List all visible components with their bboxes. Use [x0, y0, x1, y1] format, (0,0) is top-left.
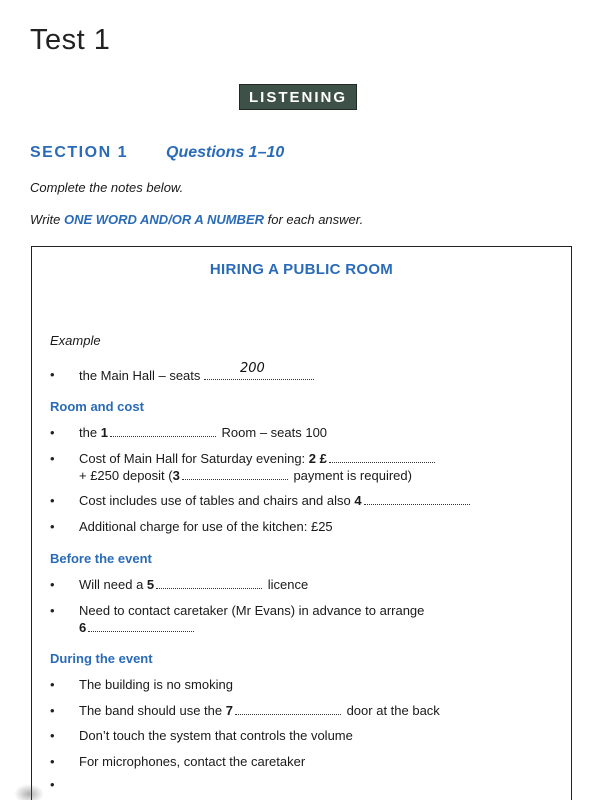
answer-blank-6[interactable] [88, 620, 194, 632]
listening-badge-label: LISTENING [248, 88, 347, 106]
microphones-line: For microphones, contact the caretaker [79, 754, 306, 769]
bullet: • [50, 367, 55, 382]
questions-range: Questions 1–10 [166, 144, 285, 161]
question-5-line [79, 577, 308, 593]
q7-suffix: door at the back [342, 703, 440, 718]
no-smoking-line: The building is no smoking [79, 677, 233, 692]
bullet: • [50, 425, 55, 440]
answer-blank-7[interactable] [235, 703, 341, 715]
notes-box [31, 246, 572, 800]
heading-room-and-cost: Room and cost [50, 399, 144, 414]
question-number-5: 5 [146, 577, 155, 592]
kitchen-charge-line: Additional charge for use of the kitchen: £25 [79, 519, 333, 534]
bullet: • [50, 703, 55, 718]
question-1-line [79, 425, 327, 441]
question-number-1: 1 [100, 425, 108, 440]
question-number-7: 7 [225, 703, 233, 718]
q1-suffix: Room – seats 100 [217, 425, 328, 440]
question-4-line [79, 493, 472, 509]
bullet: • [50, 493, 55, 508]
page-corner-shadow [14, 784, 44, 800]
question-7-line [79, 703, 440, 719]
instruction-prefix: Write [30, 212, 64, 227]
q2-prefix: Cost of Main Hall for Saturday evening: [79, 451, 309, 466]
notes-title: HIRING A PUBLIC ROOM [209, 261, 394, 278]
question-6-line [79, 620, 196, 636]
bullet: • [50, 603, 55, 618]
bullet: • [50, 728, 55, 743]
q3-suffix: payment is required) [289, 468, 412, 483]
bullet: • [50, 677, 55, 692]
question-number-2: 2 [308, 451, 317, 466]
q3-prefix: + £250 deposit ( [79, 468, 173, 483]
example-line [79, 361, 314, 384]
example-answer: 200 [240, 361, 265, 376]
instruction-word-limit [30, 212, 363, 227]
bullet: • [50, 519, 55, 534]
question-number-6: 6 [79, 620, 87, 635]
answer-blank-1[interactable] [110, 425, 216, 437]
q4-prefix: Cost includes use of tables and chairs and also [79, 493, 355, 508]
answer-blank-3[interactable] [182, 468, 288, 480]
bullet: • [50, 754, 55, 769]
question-number-3: 3 [172, 468, 180, 483]
heading-during-event: During the event [50, 651, 153, 666]
question-2-line [79, 451, 437, 467]
answer-blank-4[interactable] [364, 493, 470, 505]
instruction-emphasis: ONE WORD AND/OR A NUMBER [63, 212, 264, 227]
q1-prefix: the [79, 425, 101, 440]
listening-badge [239, 84, 357, 110]
q2-currency: £ [316, 451, 327, 466]
question-number-4: 4 [354, 493, 362, 508]
q7-prefix: The band should use the [79, 703, 226, 718]
example-label: Example [50, 333, 101, 348]
bullet: • [50, 777, 55, 792]
volume-line: Don’t touch the system that controls the volume [79, 728, 353, 743]
instruction-complete-notes: Complete the notes below. [30, 180, 184, 195]
bullet: • [50, 451, 55, 466]
caretaker-line: Need to contact caretaker (Mr Evans) in advance to arrange [79, 603, 425, 618]
page-title: Test 1 [30, 24, 111, 56]
instruction-suffix: for each answer. [264, 212, 364, 227]
section-heading: SECTION 1 [30, 144, 128, 161]
q5-suffix: licence [264, 577, 309, 592]
answer-blank-5[interactable] [156, 577, 262, 589]
example-text: the Main Hall – seats [79, 368, 205, 383]
question-3-line [79, 468, 412, 484]
bullet: • [50, 577, 55, 592]
heading-before-event: Before the event [50, 551, 152, 566]
q5-prefix: Will need a [79, 577, 147, 592]
answer-blank-2[interactable] [329, 451, 435, 463]
example-answer-field [204, 361, 314, 380]
